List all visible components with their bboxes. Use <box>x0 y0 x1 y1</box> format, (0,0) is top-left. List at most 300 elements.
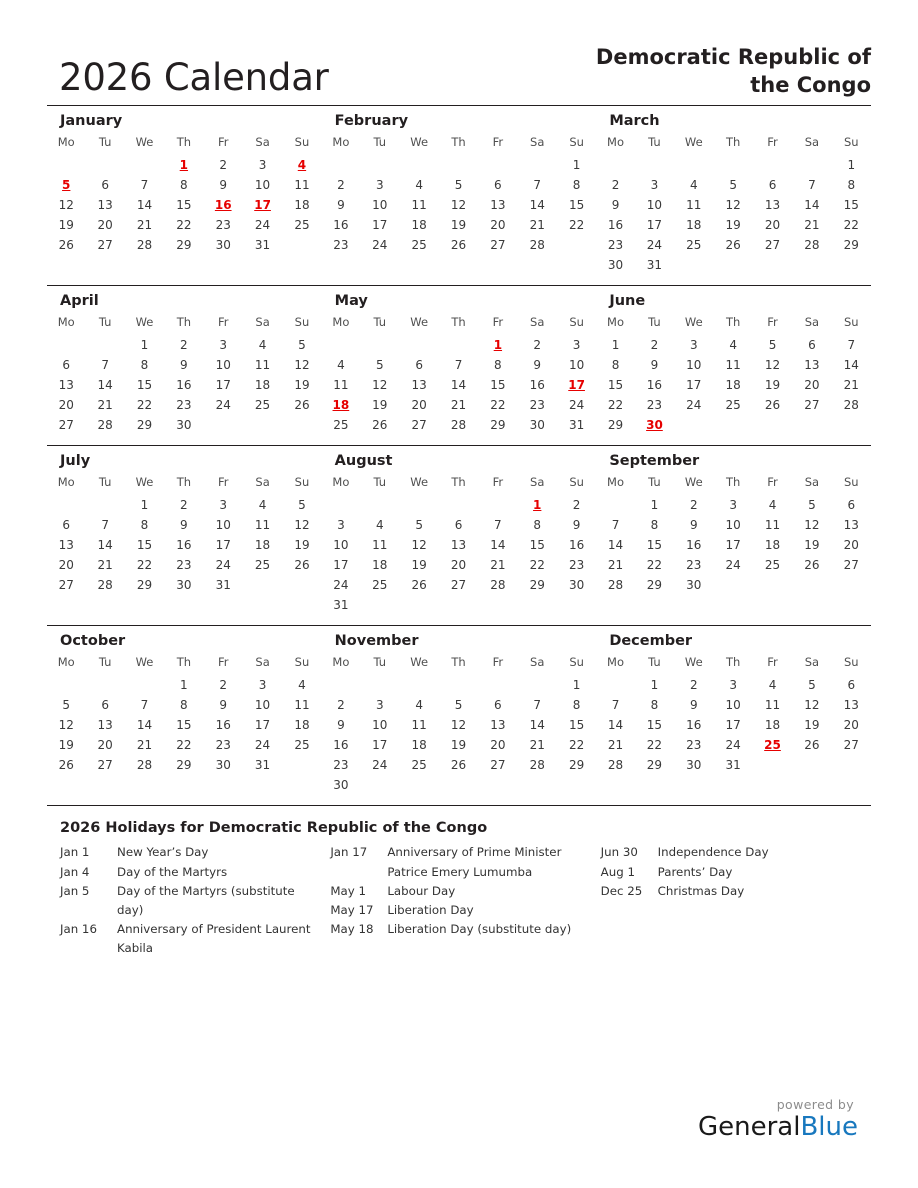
day-cell: 15 <box>529 538 545 553</box>
day-cell: 31 <box>254 758 271 773</box>
day-cell: 12 <box>372 378 388 393</box>
month-name: February <box>334 113 409 130</box>
day-cell: 18 <box>254 378 271 393</box>
weekday-sa: Sa <box>530 315 545 330</box>
day-cell: 7 <box>847 338 856 353</box>
day-cell: 9 <box>689 698 698 713</box>
day-cell: 13 <box>58 538 74 553</box>
day-cell: 6 <box>494 698 502 713</box>
day-cell-empty <box>518 155 557 175</box>
weekday-su: Su <box>294 475 310 490</box>
day-cell: 16 <box>176 378 192 393</box>
holiday-entry <box>60 843 316 862</box>
day-cell: 28 <box>843 398 859 413</box>
day-cell: 14 <box>136 198 153 213</box>
day-cell: 23 <box>529 398 545 413</box>
day-cell: 28 <box>607 578 624 593</box>
weekday-we: We <box>684 475 703 490</box>
day-cell: 13 <box>764 198 781 213</box>
day-cell: 17 <box>646 218 663 233</box>
day-cell: 2 <box>180 498 188 513</box>
day-cell: 26 <box>294 398 310 413</box>
day-cell: 17 <box>372 738 388 753</box>
day-cell: 28 <box>136 238 153 253</box>
day-cell: 22 <box>490 398 506 413</box>
page-header <box>47 0 871 105</box>
day-cell: 29 <box>843 238 859 253</box>
weekday-sa: Sa <box>530 655 545 670</box>
day-cell: 10 <box>725 698 741 713</box>
day-cell: 30 <box>215 758 231 773</box>
day-cell: 3 <box>337 518 345 533</box>
weekday-header-row <box>322 134 597 155</box>
week-row <box>322 755 597 775</box>
day-cell-empty <box>753 255 792 275</box>
day-cell-holiday: 4 <box>297 158 307 173</box>
day-cell: 12 <box>411 538 427 553</box>
day-cell: 19 <box>411 558 427 573</box>
weekday-mo: Mo <box>607 315 625 330</box>
day-cell: 12 <box>450 198 467 213</box>
day-cell: 26 <box>294 558 310 573</box>
day-cell: 18 <box>764 718 781 733</box>
day-cell: 25 <box>294 738 310 753</box>
week-row <box>322 555 597 575</box>
day-cell: 21 <box>490 558 506 573</box>
day-cell: 10 <box>215 518 231 533</box>
day-cell: 16 <box>607 218 624 233</box>
week-row <box>596 415 871 435</box>
day-cell: 29 <box>646 578 663 593</box>
day-cell: 11 <box>725 358 741 373</box>
day-cell: 28 <box>607 758 624 773</box>
week-row <box>322 195 597 215</box>
day-cell-empty <box>753 415 792 435</box>
month-block-october <box>47 626 322 805</box>
day-cell-empty <box>399 155 438 175</box>
day-cell-empty <box>399 495 438 515</box>
holiday-date: Jan 1 <box>60 845 90 860</box>
weekday-we: We <box>410 135 429 150</box>
day-cell-empty <box>360 595 399 615</box>
day-cell: 15 <box>176 198 192 213</box>
day-cell: 30 <box>176 418 192 433</box>
day-cell: 18 <box>764 538 781 553</box>
day-cell: 15 <box>568 718 585 733</box>
day-cell: 20 <box>843 718 859 733</box>
day-cell: 25 <box>254 558 271 573</box>
weekday-fr: Fr <box>492 655 504 670</box>
day-cell: 6 <box>62 518 71 533</box>
day-cell-holiday: 16 <box>214 198 232 213</box>
day-cell-holiday: 1 <box>493 338 503 353</box>
week-row <box>596 755 871 775</box>
holiday-name: Labour Day <box>387 883 456 898</box>
month-name: March <box>609 113 660 130</box>
day-cell-empty <box>557 775 596 795</box>
day-cell-empty <box>753 755 792 775</box>
day-cell: 30 <box>176 578 192 593</box>
day-cell: 21 <box>607 558 624 573</box>
weekday-sa: Sa <box>255 475 270 490</box>
footer-logo <box>698 1097 858 1140</box>
country-title: Democratic Republic of the Congo <box>595 45 871 97</box>
day-cell: 4 <box>415 178 423 193</box>
day-cell: 30 <box>215 238 231 253</box>
day-cell: 23 <box>215 738 231 753</box>
weekday-header-row <box>596 474 871 495</box>
day-cell: 2 <box>180 338 188 353</box>
weekday-th: Th <box>176 475 192 490</box>
weekday-header-row <box>322 314 597 335</box>
day-cell-empty <box>518 775 557 795</box>
day-cell: 13 <box>450 538 467 553</box>
month-table <box>47 474 322 595</box>
day-cell: 8 <box>180 698 188 713</box>
day-cell: 10 <box>725 518 741 533</box>
week-row <box>47 695 322 715</box>
day-cell: 26 <box>725 238 741 253</box>
day-cell: 22 <box>136 398 153 413</box>
week-row <box>596 355 871 375</box>
holiday-entry <box>601 882 857 901</box>
holidays-section <box>47 805 871 958</box>
day-cell: 21 <box>450 398 467 413</box>
day-cell: 4 <box>415 698 423 713</box>
weekday-su: Su <box>569 135 584 150</box>
holidays-column <box>330 843 600 958</box>
day-cell: 3 <box>650 178 659 193</box>
day-cell: 22 <box>136 558 153 573</box>
month-table <box>596 474 871 595</box>
week-row <box>322 395 597 415</box>
day-cell-empty <box>399 675 438 695</box>
day-cell: 15 <box>136 378 153 393</box>
day-cell: 11 <box>254 518 271 533</box>
week-row <box>322 415 597 435</box>
day-cell: 21 <box>136 738 153 753</box>
weekday-th: Th <box>176 655 192 670</box>
day-cell-empty <box>243 575 282 595</box>
day-cell-empty <box>792 575 831 595</box>
weekday-tu: Tu <box>373 475 387 490</box>
day-cell: 14 <box>136 718 153 733</box>
day-cell: 29 <box>490 418 506 433</box>
day-cell: 12 <box>58 198 74 213</box>
day-cell-empty <box>674 415 713 435</box>
day-cell: 13 <box>490 198 506 213</box>
holiday-date: Jan 17 <box>330 845 368 860</box>
day-cell: 29 <box>646 758 663 773</box>
day-cell: 17 <box>215 538 231 553</box>
day-cell: 28 <box>97 578 113 593</box>
day-cell: 18 <box>294 198 310 213</box>
weekday-tu: Tu <box>98 315 112 330</box>
day-cell: 9 <box>572 518 581 533</box>
day-cell: 25 <box>333 418 349 433</box>
day-cell: 14 <box>804 198 820 213</box>
day-cell: 23 <box>215 218 231 233</box>
day-cell: 2 <box>337 698 345 713</box>
day-cell: 7 <box>101 518 109 533</box>
day-cell-empty <box>282 575 321 595</box>
day-cell-empty <box>85 675 124 695</box>
month-block-november <box>322 626 597 805</box>
day-cell: 16 <box>333 738 349 753</box>
weekday-we: We <box>410 315 429 330</box>
day-cell: 8 <box>650 518 659 533</box>
day-cell-empty <box>360 335 399 355</box>
day-cell: 28 <box>136 758 153 773</box>
page-title: 2026 Calendar <box>59 55 329 99</box>
day-cell: 27 <box>490 238 506 253</box>
weekday-we: We <box>684 315 703 330</box>
day-cell-empty <box>85 155 124 175</box>
day-cell: 20 <box>804 378 820 393</box>
day-cell-holiday: 18 <box>332 398 350 413</box>
day-cell: 11 <box>686 198 702 213</box>
day-cell: 18 <box>411 218 427 233</box>
day-cell-empty <box>439 675 478 695</box>
day-cell-empty <box>47 155 85 175</box>
day-cell: 19 <box>58 738 74 753</box>
day-cell-empty <box>322 335 360 355</box>
month-name: December <box>609 633 693 650</box>
weekday-su: Su <box>294 135 310 150</box>
month-table <box>596 654 871 775</box>
day-cell: 30 <box>686 578 702 593</box>
day-cell: 29 <box>176 758 192 773</box>
weekday-header-row <box>322 654 597 675</box>
day-cell: 4 <box>258 338 267 353</box>
weekday-header-row <box>596 654 871 675</box>
day-cell-empty <box>674 255 713 275</box>
day-cell: 31 <box>725 758 741 773</box>
weekday-mo: Mo <box>607 135 625 150</box>
week-row <box>322 215 597 235</box>
week-row <box>47 395 322 415</box>
day-cell: 12 <box>294 358 310 373</box>
day-cell: 1 <box>572 678 581 693</box>
day-cell: 24 <box>372 758 388 773</box>
day-cell: 14 <box>450 378 467 393</box>
day-cell: 12 <box>294 518 310 533</box>
powered-by-label: powered by <box>776 1097 854 1112</box>
weekday-header-row <box>596 134 871 155</box>
month-name: June <box>609 293 646 310</box>
day-cell-empty <box>635 155 674 175</box>
day-cell: 9 <box>650 358 659 373</box>
day-cell: 2 <box>689 678 698 693</box>
day-cell: 27 <box>450 578 467 593</box>
day-cell-empty <box>478 495 517 515</box>
day-cell: 11 <box>333 378 349 393</box>
week-row <box>596 695 871 715</box>
day-cell-holiday: 17 <box>254 198 271 213</box>
day-cell: 1 <box>180 678 188 693</box>
holiday-date: Jan 16 <box>60 922 97 937</box>
day-cell: 14 <box>529 198 545 213</box>
day-cell: 6 <box>101 178 109 193</box>
day-cell: 5 <box>454 698 463 713</box>
day-cell: 3 <box>729 678 737 693</box>
day-cell-empty <box>360 155 399 175</box>
month-block-may <box>322 286 597 445</box>
day-cell: 6 <box>808 338 816 353</box>
weekday-sa: Sa <box>255 315 270 330</box>
day-cell: 16 <box>686 718 702 733</box>
day-cell: 21 <box>97 398 113 413</box>
day-cell: 15 <box>843 198 859 213</box>
holiday-name: Christmas Day <box>657 883 745 898</box>
day-cell: 17 <box>254 718 271 733</box>
week-row <box>47 715 322 735</box>
day-cell: 2 <box>219 678 228 693</box>
week-row <box>596 175 871 195</box>
day-cell-empty <box>47 495 85 515</box>
weekday-mo: Mo <box>332 135 350 150</box>
day-cell: 23 <box>686 738 702 753</box>
week-row <box>47 215 322 235</box>
day-cell: 14 <box>529 718 545 733</box>
weekday-tu: Tu <box>373 135 387 150</box>
day-cell: 20 <box>450 558 467 573</box>
day-cell: 12 <box>725 198 741 213</box>
day-cell: 15 <box>136 538 153 553</box>
weekday-th: Th <box>451 655 466 670</box>
month-table <box>322 314 597 435</box>
day-cell: 27 <box>804 398 820 413</box>
day-cell-empty <box>832 575 871 595</box>
day-cell: 23 <box>176 558 192 573</box>
day-cell: 31 <box>215 578 231 593</box>
day-cell: 2 <box>572 498 581 513</box>
day-cell-empty <box>243 415 282 435</box>
day-cell-empty <box>439 335 478 355</box>
month-name: August <box>334 453 393 470</box>
weekday-header-row <box>596 314 871 335</box>
day-cell: 22 <box>529 558 545 573</box>
weekday-header-row <box>47 474 322 495</box>
day-cell: 23 <box>646 398 663 413</box>
week-row <box>322 695 597 715</box>
holiday-date: Aug 1 <box>600 864 635 879</box>
day-cell: 9 <box>180 518 188 533</box>
holiday-entry <box>601 843 857 862</box>
day-cell-empty <box>478 155 517 175</box>
day-cell: 13 <box>97 718 113 733</box>
day-cell-empty <box>322 495 360 515</box>
week-row <box>596 395 871 415</box>
day-cell: 4 <box>258 498 267 513</box>
day-cell: 14 <box>843 358 859 373</box>
day-cell: 12 <box>58 718 74 733</box>
day-cell: 11 <box>411 198 427 213</box>
day-cell: 27 <box>411 418 427 433</box>
day-cell-empty <box>832 755 871 775</box>
weekday-th: Th <box>176 135 192 150</box>
holiday-name: Liberation Day <box>387 903 474 918</box>
day-cell: 22 <box>568 218 585 233</box>
day-cell: 3 <box>219 498 228 513</box>
day-cell: 4 <box>337 358 345 373</box>
month-block-january <box>47 106 322 285</box>
weekday-su: Su <box>294 315 310 330</box>
week-row <box>322 175 597 195</box>
week-row <box>596 735 871 755</box>
day-cell: 16 <box>646 378 663 393</box>
weekday-tu: Tu <box>98 135 112 150</box>
day-cell: 11 <box>254 358 271 373</box>
day-cell: 27 <box>58 418 74 433</box>
day-cell: 29 <box>136 578 153 593</box>
day-cell: 20 <box>764 218 781 233</box>
day-cell: 19 <box>764 378 781 393</box>
day-cell: 11 <box>294 178 310 193</box>
day-cell: 19 <box>294 538 310 553</box>
day-cell: 5 <box>415 518 423 533</box>
holiday-date: Jun 30 <box>600 845 638 860</box>
day-cell: 28 <box>529 758 545 773</box>
day-cell-holiday: 5 <box>62 178 71 193</box>
day-cell-empty <box>518 675 557 695</box>
day-cell: 1 <box>847 158 856 173</box>
day-cell-empty <box>125 155 164 175</box>
day-cell: 14 <box>97 378 113 393</box>
day-cell: 30 <box>333 778 349 793</box>
month-row <box>47 105 871 285</box>
weekday-th: Th <box>176 315 192 330</box>
day-cell: 22 <box>646 558 663 573</box>
week-row <box>322 155 597 175</box>
weekday-mo: Mo <box>332 475 350 490</box>
month-row <box>47 445 871 625</box>
week-row <box>322 335 597 355</box>
day-cell: 11 <box>411 718 427 733</box>
day-cell-empty <box>713 255 752 275</box>
day-cell: 7 <box>808 178 816 193</box>
day-cell: 22 <box>646 738 663 753</box>
day-cell-empty <box>399 775 438 795</box>
day-cell: 10 <box>568 358 585 373</box>
day-cell: 19 <box>450 218 467 233</box>
weekday-fr: Fr <box>767 475 778 490</box>
day-cell: 20 <box>58 398 74 413</box>
day-cell: 21 <box>607 738 624 753</box>
day-cell: 6 <box>62 358 71 373</box>
day-cell: 25 <box>294 218 310 233</box>
weekday-fr: Fr <box>217 475 229 490</box>
day-cell-empty <box>557 595 596 615</box>
day-cell: 16 <box>568 538 585 553</box>
week-row <box>47 735 322 755</box>
day-cell: 16 <box>529 378 545 393</box>
day-cell: 29 <box>568 758 585 773</box>
day-cell-empty <box>792 415 831 435</box>
weekday-fr: Fr <box>217 135 229 150</box>
day-cell: 4 <box>768 678 777 693</box>
day-cell: 10 <box>372 198 388 213</box>
day-cell: 9 <box>219 698 228 713</box>
holiday-date: Jan 5 <box>60 883 90 898</box>
day-cell: 8 <box>572 698 581 713</box>
week-row <box>596 515 871 535</box>
month-table <box>596 134 871 275</box>
day-cell: 9 <box>533 358 542 373</box>
weekday-we: We <box>135 315 154 330</box>
weekday-su: Su <box>843 315 859 330</box>
day-cell: 8 <box>572 178 581 193</box>
